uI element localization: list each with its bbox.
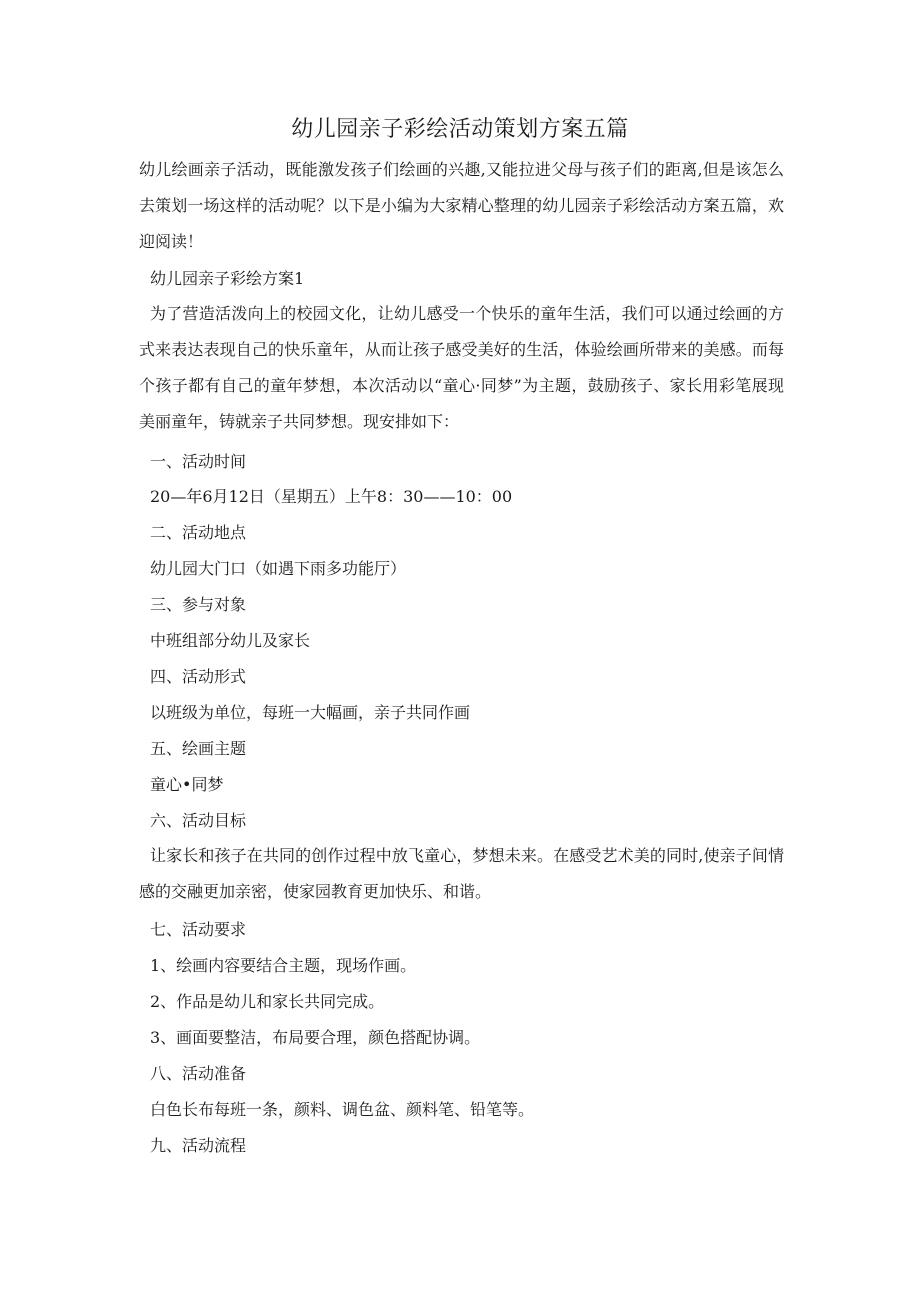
plan-title: 幼儿园亲子彩绘方案1 <box>150 269 305 288</box>
intro-paragraph: 幼儿绘画亲子活动，既能激发孩子们绘画的兴趣,又能拉进父母与孩子们的距离,但是该怎么去策划一场这样的活动呢？以下是小编为大家精心整理的幼儿园亲子彩绘活动方案五篇，欢迎阅读！ <box>139 160 784 251</box>
section-3-body: 中班组部分幼儿及家长 <box>150 631 311 650</box>
section-9-heading: 九、活动流程 <box>150 1136 247 1155</box>
document-title: 幼儿园亲子彩绘活动策划方案五篇 <box>291 117 629 142</box>
section-6-heading: 六、活动目标 <box>150 811 247 830</box>
section-7-heading: 七、活动要求 <box>150 920 247 939</box>
section-7-item-3: 3、画面要整洁，布局要合理，颜色搭配协调。 <box>150 1028 481 1047</box>
section-5-body: 童心•同梦 <box>150 775 224 794</box>
section-4-heading: 四、活动形式 <box>150 667 247 686</box>
plan-intro-paragraph: 为了营造活泼向上的校园文化，让幼儿感受一个快乐的童年生活，我们可以通过绘画的方式来表达表现自己的快乐童年，从而让孩子感受美好的生活，体验绘画所带来的美感。而每个孩子都有自己的童年梦想，本次活动以“童心·同梦”为主题，鼓励孩子、家长用彩笔展现美丽童年，铸就亲子共同梦想。现安排如下： <box>139 304 784 431</box>
section-8-body: 白色长布每班一条，颜料、调色盆、颜料笔、铅笔等。 <box>150 1100 535 1119</box>
section-4-body: 以班级为单位，每班一大幅画，亲子共同作画 <box>150 703 471 722</box>
section-3-heading: 三、参与对象 <box>150 595 247 614</box>
section-5-heading: 五、绘画主题 <box>150 739 247 758</box>
section-6-body: 让家长和孩子在共同的创作过程中放飞童心，梦想未来。在感受艺术美的同时,使亲子间情感的交融更加亲密，使家园教育更加快乐、和谐。 <box>139 846 784 901</box>
section-1-heading: 一、活动时间 <box>150 452 247 471</box>
section-7-item-2: 2、作品是幼儿和家长共同完成。 <box>150 992 385 1011</box>
section-2-heading: 二、活动地点 <box>150 523 247 542</box>
section-8-heading: 八、活动准备 <box>150 1064 247 1083</box>
section-7-item-1: 1、绘画内容要结合主题，现场作画。 <box>150 956 417 975</box>
section-1-body: 20—年6月12日（星期五）上午8：30——10：00 <box>150 487 513 506</box>
section-2-body: 幼儿园大门口（如遇下雨多功能厅） <box>150 559 407 578</box>
